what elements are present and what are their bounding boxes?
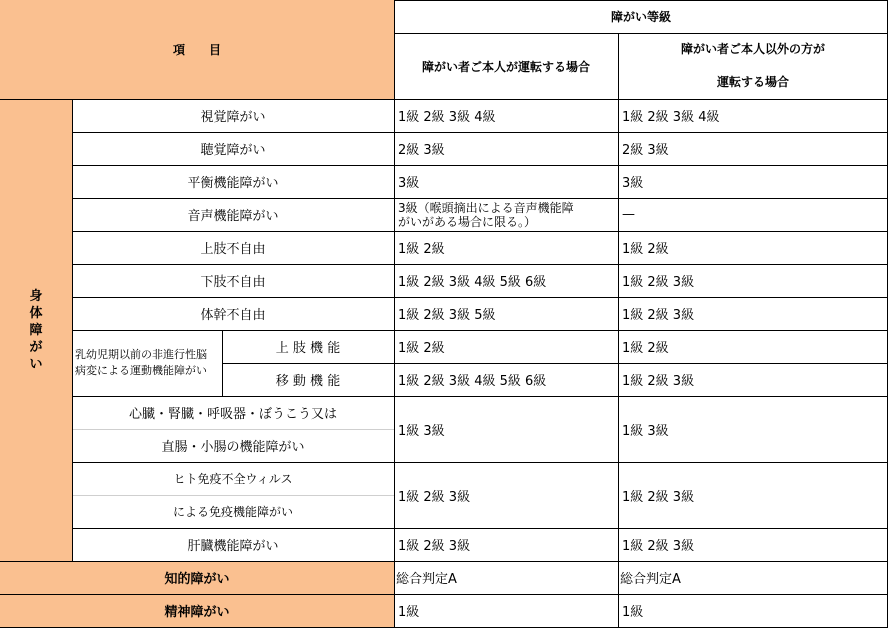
row-other-text: 1級 2級 3級 [622,308,695,323]
row-other-text: 2級 3級 [622,143,669,158]
grid-line [72,231,888,232]
row-self-text: 1級 2級 3級 4級 5級 6級 [398,275,547,290]
row-name [72,264,394,297]
row-self-text-line2: がいがある場合に限る。） [398,214,537,229]
row-self [394,231,618,264]
row-name-line2 [72,429,394,462]
grid-line [72,528,888,529]
row-name-text: 音声機能障がい [187,209,279,224]
cp-sub-self [394,330,618,363]
grid-line [72,396,888,397]
row-self-text: 1級 2級 3級 5級 [398,308,496,323]
row-self [394,264,618,297]
row-other [618,99,888,132]
physical-label-char: が [29,339,43,355]
row-name [72,297,394,330]
intellectual-other [618,561,888,594]
row-name-text: 直腸・小腸の機能障がい [161,440,305,455]
row-self-text: 1級 2級 3級 4級 [398,110,496,125]
grid-line [222,363,888,364]
row-other-text: 1級 2級 3級 [622,275,695,290]
row-other [618,132,888,165]
grid-line [0,99,888,100]
row-self-text: 1級 3級 [398,423,445,439]
row-self [394,462,618,528]
row-name-text: 体幹不自由 [200,308,266,323]
row-name [72,99,394,132]
row-self-text: 2級 3級 [398,143,445,158]
grid-line [72,99,73,561]
grid-line [72,330,888,331]
row-name-text: 聴覚障がい [200,143,266,158]
row-self [394,165,618,198]
row-name-line1 [72,396,394,429]
row-other [618,165,888,198]
header-grade-label: 障がい等級 [610,10,671,24]
row-name-text: 平衡機能障がい [187,176,279,191]
cp-sub-self-text: 1級 2級 3級 4級 5級 6級 [398,374,547,389]
row-name-line2 [72,495,394,528]
row-name [72,198,394,231]
mental-other [618,594,888,627]
row-other [618,198,888,231]
cp-sub-self [394,363,618,396]
grid-line [222,330,223,396]
grid-line [72,132,888,133]
row-other [618,462,888,528]
cp-sub-name [222,330,394,363]
cp-sub-self-text: 1級 2級 [398,341,445,356]
row-other [618,231,888,264]
physical-group-label [0,99,72,561]
row-other-text: 1級 3級 [622,423,669,439]
cp-sub-other-text: 1級 2級 [622,341,669,356]
row-name-text: 上肢不自由 [200,242,266,257]
row-other-text: 3級 [622,176,644,191]
row-name-text: 下肢不自由 [200,275,266,290]
intellectual-self [394,561,618,594]
grid-line [394,33,888,34]
row-self [394,297,618,330]
grid-line [72,462,888,463]
intellectual-name [0,561,394,594]
row-other-text: — [622,207,635,222]
row-self-text: 1級 2級 [398,242,445,257]
row-name-line1 [72,462,394,495]
row-name-text: 肝臓機能障がい [187,539,279,554]
intellectual-self-text: 総合判定A [396,572,457,587]
grid-line [0,561,888,562]
mental-other-text: 1級 [622,605,644,620]
row-self [394,132,618,165]
cp-sub-name [222,363,394,396]
header-item [0,0,394,99]
header-self-drive [394,33,618,99]
mental-self-text: 1級 [398,605,420,620]
cp-group-line2: 病変による運動機能障がい [75,364,207,377]
header-other-drive-line2: 運転する場合 [716,75,789,89]
header-grade [394,0,888,33]
row-self-text: 3級 [398,176,420,191]
cp-sub-other-text: 1級 2級 3級 [622,374,695,389]
header-other-drive-line1: 障がい者ご本人以外の方が [680,42,825,56]
cp-sub-other [618,330,888,363]
grid-line [72,198,888,199]
row-name [72,231,394,264]
grid-line [0,594,888,595]
row-other [618,297,888,330]
physical-label-char: い [29,356,43,372]
grid-line [72,297,888,298]
row-self-text: 1級 2級 3級 [398,539,471,554]
row-other [618,264,888,297]
mental-name [0,594,394,627]
cp-sub-other [618,363,888,396]
row-other-text: 1級 2級 3級 [622,489,695,505]
physical-label-char: 障 [29,322,43,338]
grid-line [72,264,888,265]
mental-name-text: 精神障がい [164,605,230,620]
row-self [394,198,618,231]
row-other-text: 1級 2級 3級 [622,539,695,554]
cp-group-name [72,330,222,396]
physical-label-char: 身 [29,288,43,304]
header-self-drive-label: 障がい者ご本人が運転する場合 [421,59,590,74]
row-other [618,396,888,462]
physical-label-char: 体 [29,305,43,321]
cp-sub-name-text: 移 動 機 能 [275,374,341,389]
row-name [72,132,394,165]
row-other-text: 1級 2級 3級 4級 [622,110,720,125]
grid-line-thin [72,429,394,430]
row-name-text: 視覚障がい [200,110,266,125]
row-self-text: 1級 2級 3級 [398,489,471,505]
row-name-text: による免疫機能障がい [172,505,293,519]
row-name [72,528,394,561]
grid-line-thin [72,495,394,496]
grid-line [618,33,619,628]
row-name-text: 心臓・腎臓・呼吸器・ぼうこう又は [128,407,337,422]
row-self-text-line1: 3級（喉頭摘出による音声機能障 [398,200,574,215]
cp-sub-name-text: 上 肢 機 能 [275,341,341,356]
intellectual-name-text: 知的障がい [164,572,230,587]
row-self [394,99,618,132]
header-item-label: 項 目 [172,43,221,57]
row-self [394,528,618,561]
row-name-text: ヒト免疫不全ウィルス [173,472,293,486]
row-self [394,396,618,462]
intellectual-other-text: 総合判定A [620,572,681,587]
cp-group-line1: 乳幼児期以前の非進行性脳 [75,348,207,361]
row-name [72,165,394,198]
header-other-drive [618,33,888,99]
grid-line [394,0,395,628]
row-other-text: 1級 2級 [622,242,669,257]
grid-line [72,165,888,166]
row-other [618,528,888,561]
mental-self [394,594,618,627]
grid-line [394,0,888,1]
